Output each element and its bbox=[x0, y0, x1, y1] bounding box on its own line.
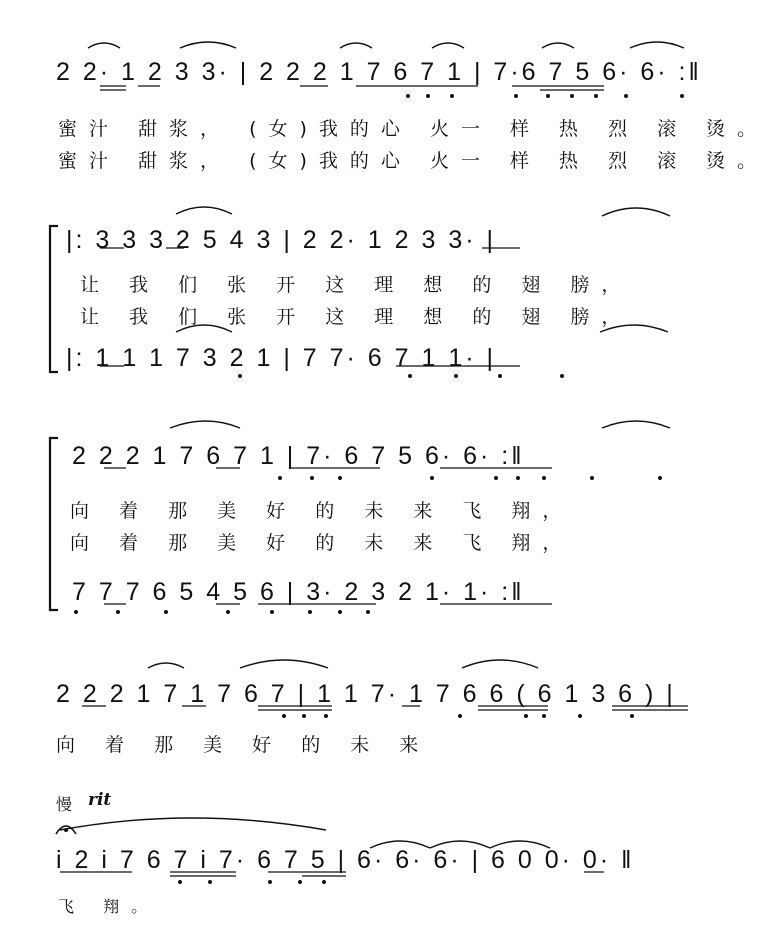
system3-lyric-1: 向 着 那 美 好 的 未 来 飞 翔， bbox=[70, 500, 574, 522]
system2-notes-upper: |: 3 3 3 2 5 4 3 | 2 2· 1 2 3 3· | bbox=[66, 226, 497, 254]
system2-notes-lower: |: 1 1 1 7 3 2 1 | 7 7· 6 7 1 1· | bbox=[66, 344, 497, 372]
system1-notes: 2 2· 1 2 3 3· | 2 2 2 1 7 6 7 1 | 7·6 7 5 6· 6· :‖ bbox=[56, 58, 702, 86]
system4-lyric-1: 向 着 那 美 好 的 未 来 bbox=[56, 734, 431, 756]
tempo-marking: 慢 bbox=[56, 795, 73, 814]
ritardando-marking: rit bbox=[88, 790, 112, 810]
system5-lyric-1: 飞 翔。 bbox=[58, 897, 160, 916]
system1-lyric-1: 蜜汁 甜浆， (女)我的心 火一 样 热 烈 滚 烫。 bbox=[58, 118, 769, 140]
system4-notes: 2 2 2 1 7 1 7 6 7 | 1 1 7· 1 7 6 6 ( 6 1 3 6 ) | bbox=[56, 680, 676, 708]
system3-notes-upper: 2 2 2 1 7 6 7 1 | 7· 6 7 5 6· 6· :‖ bbox=[72, 442, 525, 470]
system5-notes: i 2 i 7 6 7 i 7· 6 7 5 | 6· 6· 6· | 6 0 0· 0· ‖ bbox=[56, 846, 635, 874]
system2-lyric-2: 让 我 们 张 开 这 理 想 的 翅 膀， bbox=[80, 306, 633, 328]
system1-lyric-2: 蜜汁 甜浆， (女)我的心 火一 样 热 烈 滚 烫。 bbox=[58, 150, 769, 172]
system2-lyric-1: 让 我 们 张 开 这 理 想 的 翅 膀， bbox=[80, 274, 633, 296]
system3-lyric-2: 向 着 那 美 好 的 未 来 飞 翔， bbox=[70, 532, 574, 554]
system3-notes-lower: 7 7 7 6 5 4 5 6 | 3· 2 3 2 1· 1· :‖ bbox=[72, 578, 525, 606]
